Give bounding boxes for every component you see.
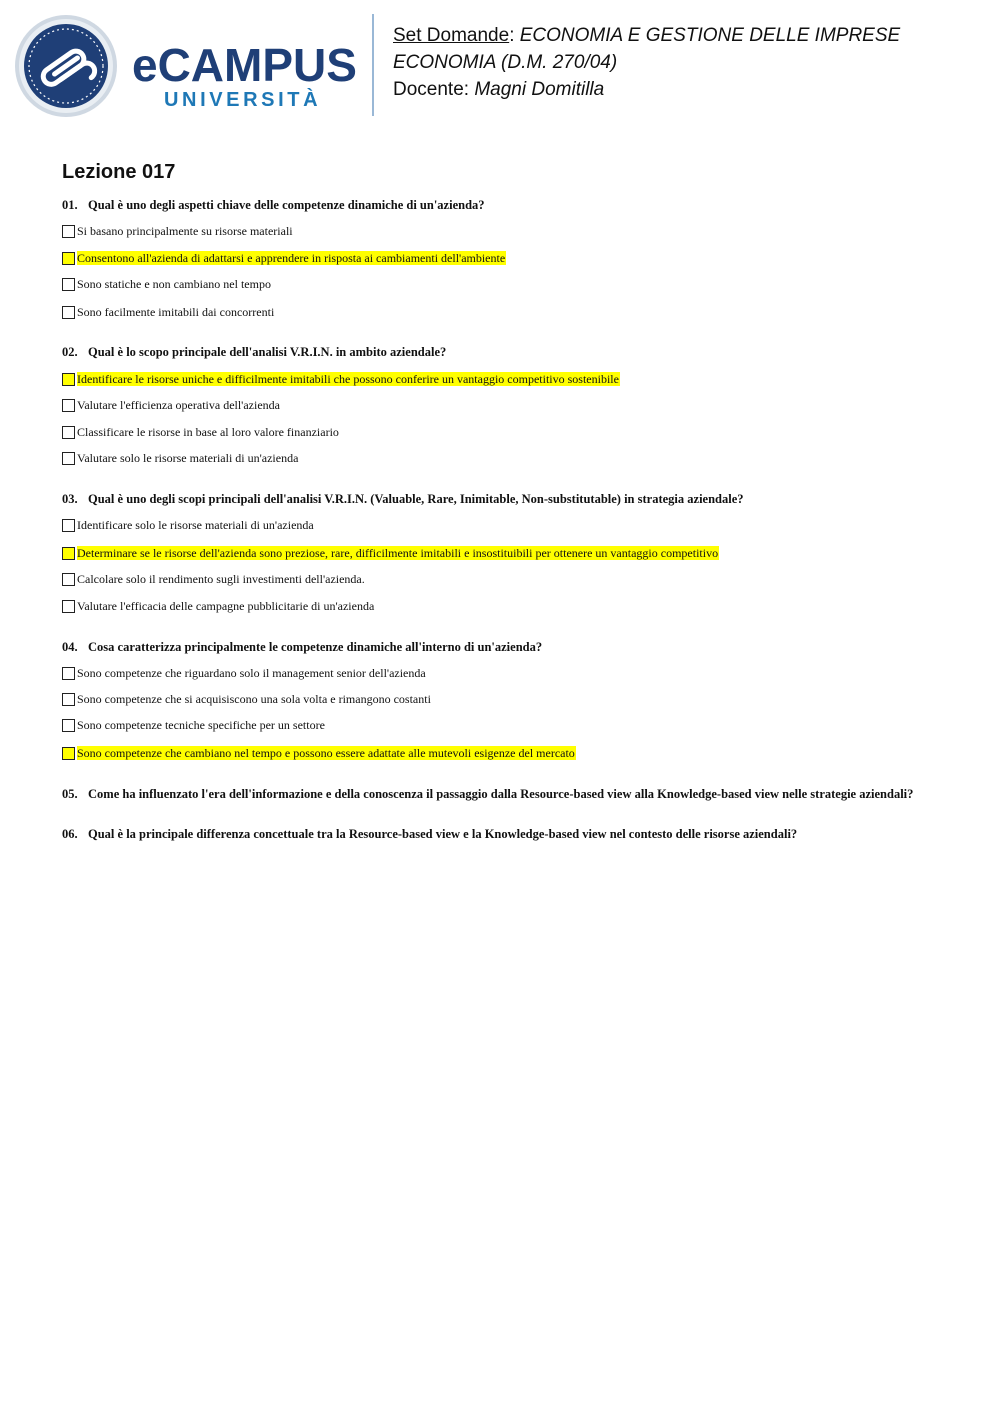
question-number: 06. bbox=[62, 827, 78, 841]
answer-option[interactable] bbox=[62, 598, 374, 614]
checkbox[interactable] bbox=[62, 600, 75, 613]
option-text: Sono competenze che cambiano nel tempo e possono essere adattate alle mutevoli esigenze del mercato bbox=[77, 746, 575, 760]
option-text: Calcolare solo il rendimento sugli investimenti dell'azienda. bbox=[77, 572, 365, 586]
answer-option-correct[interactable] bbox=[62, 371, 620, 387]
answer-option-correct[interactable] bbox=[62, 745, 576, 761]
option-text: Valutare solo le risorse materiali di un'azienda bbox=[77, 451, 299, 465]
answer-option[interactable] bbox=[62, 397, 280, 413]
checkbox[interactable] bbox=[62, 252, 75, 265]
option-text: Consentono all'azienda di adattarsi e apprendere in risposta ai cambiamenti dell'ambiente bbox=[77, 251, 506, 265]
question-number: 05. bbox=[62, 787, 78, 801]
answer-option[interactable] bbox=[62, 717, 325, 733]
option-text: Determinare se le risorse dell'azienda sono preziose, rare, difficilmente imitabili e insostituibili per ottenere un vantaggio competitivo bbox=[77, 546, 719, 560]
question-text: Qual è uno degli scopi principali dell'analisi V.R.I.N. (Valuable, Rare, Inimitable, Non-substitutable) in strategia aziendale? bbox=[88, 492, 744, 506]
checkbox[interactable] bbox=[62, 573, 75, 586]
answer-option[interactable] bbox=[62, 665, 426, 681]
checkbox[interactable] bbox=[62, 225, 75, 238]
university-seal-icon bbox=[14, 14, 118, 118]
question-text: Qual è uno degli aspetti chiave delle competenze dinamiche di un'azienda? bbox=[88, 198, 485, 212]
set-value-line1: ECONOMIA E GESTIONE DELLE IMPRESE bbox=[519, 25, 901, 46]
option-text: Classificare le risorse in base al loro valore finanziario bbox=[77, 425, 339, 439]
option-text: Identificare solo le risorse materiali di un'azienda bbox=[77, 518, 314, 532]
checkbox[interactable] bbox=[62, 747, 75, 760]
answer-option[interactable] bbox=[62, 517, 314, 533]
option-text: Sono competenze che si acquisiscono una sola volta e rimangono costanti bbox=[77, 692, 431, 706]
answer-option[interactable] bbox=[62, 276, 271, 292]
option-text: Valutare l'efficacia delle campagne pubblicitarie di un'azienda bbox=[77, 599, 375, 613]
question bbox=[62, 492, 744, 507]
checkbox[interactable] bbox=[62, 693, 75, 706]
teacher-name: Magni Domitilla bbox=[474, 79, 605, 100]
question-number: 03. bbox=[62, 492, 78, 506]
question-text: Come ha influenzato l'era dell'informazione e della conoscenza il passaggio dalla Resource-based view alla Knowledge-based view nelle strategie aziendali? bbox=[88, 787, 914, 801]
question bbox=[62, 640, 542, 655]
answer-option[interactable] bbox=[62, 223, 293, 239]
teacher-label: Docente: bbox=[393, 79, 470, 100]
answer-option-correct[interactable] bbox=[62, 545, 719, 561]
question bbox=[62, 827, 797, 842]
question-text: Qual è lo scopo principale dell'analisi V.R.I.N. in ambito aziendale? bbox=[88, 345, 447, 359]
answer-option[interactable] bbox=[62, 450, 298, 466]
option-text: Si basano principalmente su risorse materiali bbox=[77, 224, 293, 238]
option-text: Sono competenze tecniche specifiche per un settore bbox=[77, 718, 325, 732]
question bbox=[62, 198, 485, 213]
course-info bbox=[393, 22, 900, 103]
checkbox[interactable] bbox=[62, 306, 75, 319]
option-text: Valutare l'efficienza operativa dell'azienda bbox=[77, 398, 280, 412]
option-text: Sono facilmente imitabili dai concorrenti bbox=[77, 305, 275, 319]
checkbox[interactable] bbox=[62, 547, 75, 560]
answer-option[interactable] bbox=[62, 304, 274, 320]
set-value-line2: ECONOMIA (D.M. 270/04) bbox=[393, 52, 618, 73]
question-number: 01. bbox=[62, 198, 78, 212]
header-divider bbox=[372, 14, 374, 116]
question-text: Qual è la principale differenza concettuale tra la Resource-based view e la Knowledge-based view nel contesto delle risorse aziendali? bbox=[88, 827, 798, 841]
logo-subtitle: UNIVERSITÀ bbox=[164, 89, 322, 111]
checkbox[interactable] bbox=[62, 452, 75, 465]
logo-wordmark: eCAMPUS bbox=[132, 39, 357, 91]
option-text: Sono competenze che riguardano solo il management senior dell'azienda bbox=[77, 666, 426, 680]
set-label: Set Domande bbox=[393, 25, 510, 46]
option-text: Identificare le risorse uniche e difficilmente imitabili che possono conferire un vantaggio competitivo sostenibile bbox=[77, 372, 619, 386]
answer-option[interactable] bbox=[62, 571, 365, 587]
checkbox[interactable] bbox=[62, 667, 75, 680]
checkbox[interactable] bbox=[62, 373, 75, 386]
option-text: Sono statiche e non cambiano nel tempo bbox=[77, 277, 271, 291]
checkbox[interactable] bbox=[62, 719, 75, 732]
checkbox[interactable] bbox=[62, 278, 75, 291]
set-line: Set Domande: ECONOMIA E GESTIONE DELLE IMPRESE bbox=[393, 25, 901, 46]
answer-option-correct[interactable] bbox=[62, 250, 506, 266]
checkbox[interactable] bbox=[62, 426, 75, 439]
question-number: 04. bbox=[62, 640, 78, 654]
checkbox[interactable] bbox=[62, 399, 75, 412]
answer-option[interactable] bbox=[62, 691, 431, 707]
checkbox[interactable] bbox=[62, 519, 75, 532]
question-number: 02. bbox=[62, 345, 78, 359]
teacher-line bbox=[393, 76, 900, 103]
lesson-title: Lezione 017 bbox=[62, 161, 176, 183]
page-header bbox=[0, 0, 1000, 130]
question-text: Cosa caratterizza principalmente le competenze dinamiche all'interno di un'azienda? bbox=[88, 640, 543, 654]
ecampus-logo bbox=[14, 14, 374, 118]
question bbox=[62, 787, 913, 802]
answer-option[interactable] bbox=[62, 424, 339, 440]
question bbox=[62, 345, 446, 360]
